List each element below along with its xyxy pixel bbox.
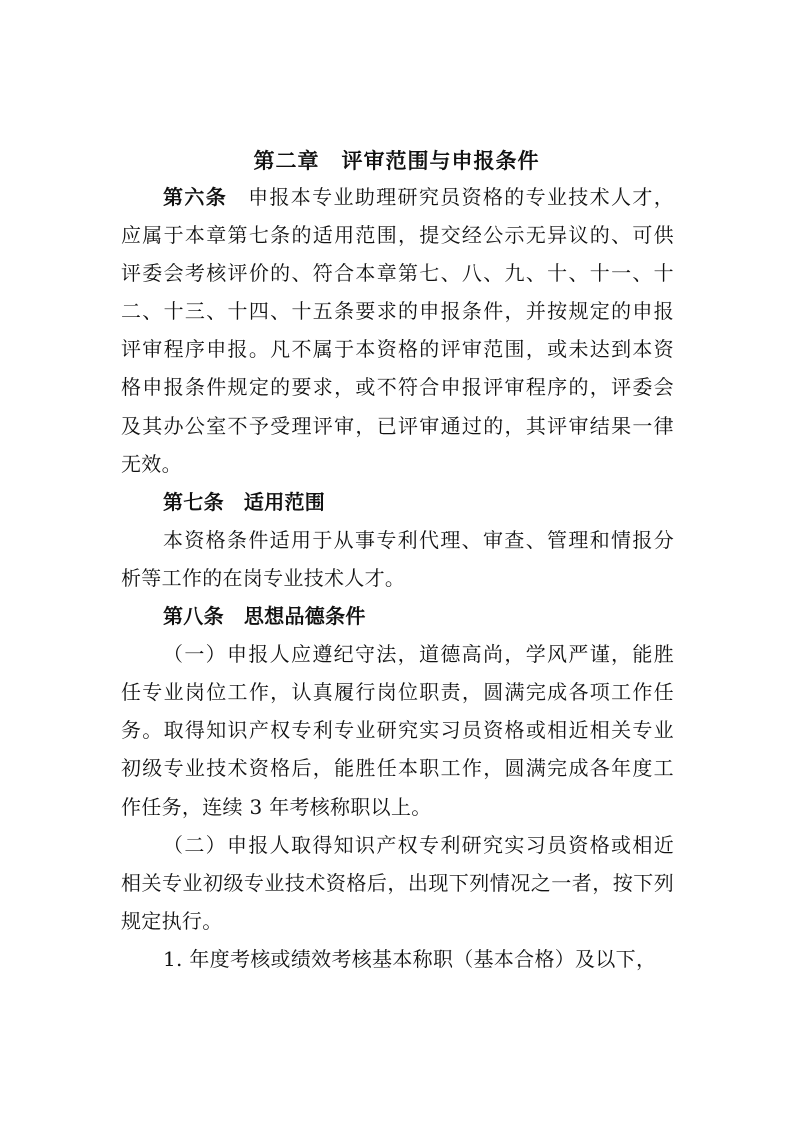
paragraph-line: 初级专业技术资格后，能胜任本职工作，圆满完成各年度工 — [121, 756, 674, 781]
paragraph-line: 二、十三、十四、十五条要求的申报条件，并按规定的申报 — [121, 299, 674, 324]
article-heading-line — [121, 597, 674, 635]
paragraph-line: 务。取得知识产权专利专业研究实习员资格或相近相关专业 — [121, 718, 674, 743]
paragraph-line: 评审程序申报。凡不属于本资格的评审范围，或未达到本资 — [121, 337, 674, 362]
article-heading-line — [121, 483, 674, 521]
paragraph-line: 1. 年度考核或绩效考核基本称职（基本合格）及以下， — [163, 946, 657, 971]
article-title: 思想品德条件 — [243, 604, 366, 629]
article-heading: 第七条 — [163, 489, 224, 514]
paragraph-line: 应属于本章第七条的适用范围，提交经公示无异议的、可供 — [121, 223, 674, 248]
paragraph-line: 析等工作的在岗专业技术人才。 — [121, 565, 406, 590]
paragraph-line: 相关专业初级专业技术资格后，出现下列情况之一者，按下列 — [121, 870, 674, 895]
paragraph-line — [121, 178, 674, 216]
paragraph-line: 评委会考核评价的、符合本章第七、八、九、十、十一、十 — [121, 261, 674, 286]
line-text: 申报本专业助理研究员资格的专业技术人才， — [247, 185, 674, 209]
chapter-name: 评审范围与申报条件 — [341, 149, 540, 173]
paragraph-line: 作任务，连续 3 年考核称职以上。 — [121, 794, 432, 819]
paragraph-line: 无效。 — [121, 451, 182, 476]
article-7 — [121, 483, 674, 597]
paragraph-line: 格申报条件规定的要求，或不符合申报评审程序的，评委会 — [121, 375, 674, 400]
article-6 — [121, 178, 674, 483]
article-heading: 第八条 — [163, 604, 224, 629]
paragraph-line: 任专业岗位工作，认真履行岗位职责，圆满完成各项工作任 — [121, 680, 674, 705]
paragraph-line: 规定执行。 — [121, 908, 223, 933]
paragraph-line: 本资格条件适用于从事专利代理、审查、管理和情报分 — [163, 527, 674, 552]
chapter-number: 第二章 — [253, 149, 320, 173]
article-heading: 第六条 — [163, 185, 228, 209]
paragraph-line: 及其办公室不予受理评审，已评审通过的，其评审结果一律 — [121, 413, 674, 438]
paragraph-line: （一）申报人应遵纪守法，道德高尚，学风严谨，能胜 — [163, 642, 674, 667]
chapter-title — [0, 144, 793, 178]
document-body — [121, 178, 674, 978]
article-title: 适用范围 — [243, 489, 326, 514]
paragraph-line: （二）申报人取得知识产权专利研究实习员资格或相近 — [163, 832, 674, 857]
article-8 — [121, 597, 674, 978]
